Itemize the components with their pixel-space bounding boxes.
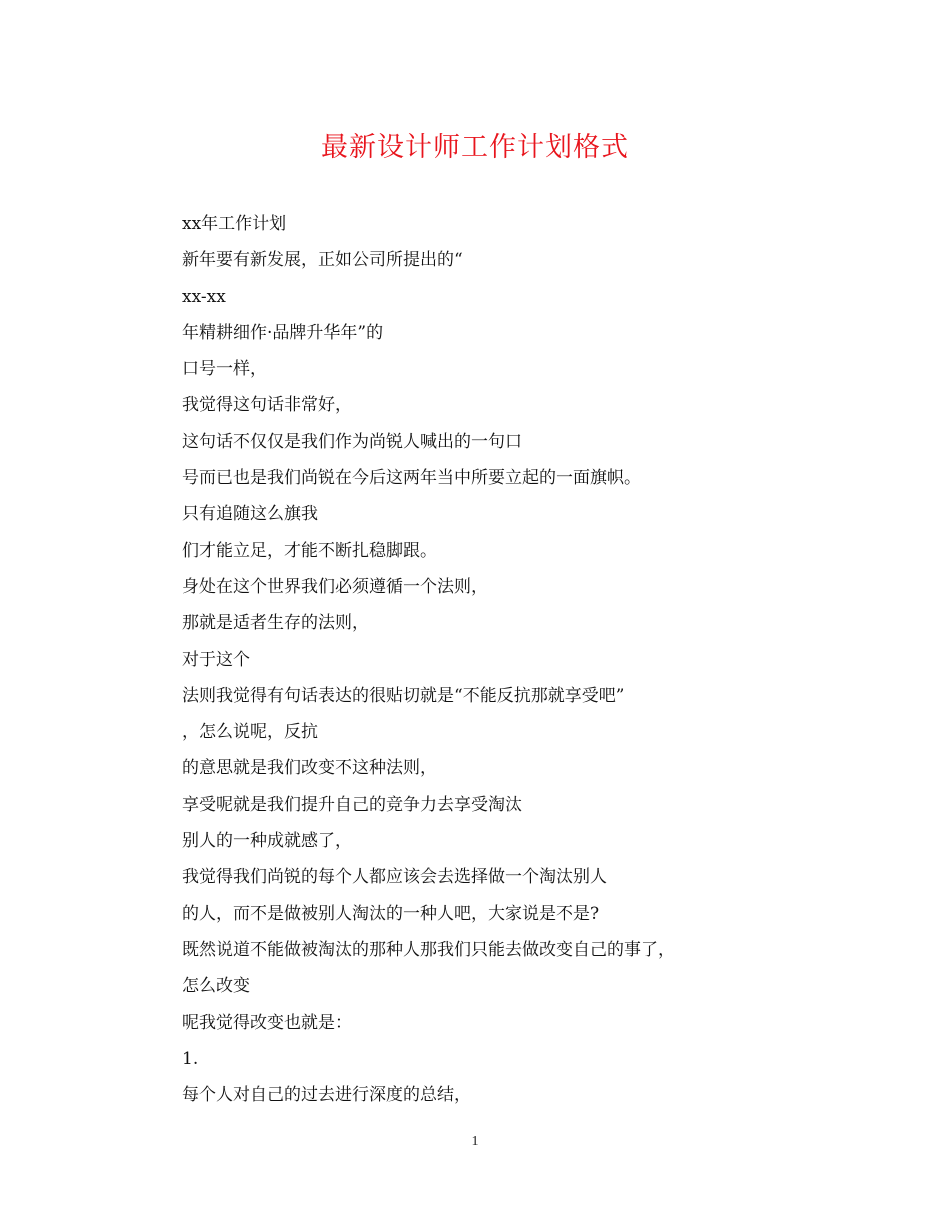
text-line: 法则我觉得有句话表达的很贴切就是“不能反抗那就享受吧” [182, 685, 625, 706]
text-line: 只有追随这么旗我 [182, 504, 318, 525]
text-line: 的意思就是我们改变不这种法则， [182, 758, 437, 779]
page-number: 1 [471, 1134, 479, 1149]
text-line: 那就是适者生存的法则， [182, 613, 369, 634]
text-line: 新年要有新发展，正如公司所提出的“ [182, 250, 463, 271]
text-line: 年精耕细作·品牌升华年”的 [182, 322, 384, 343]
text-line: 怎么改变 [182, 976, 250, 997]
text-line: 呢我觉得改变也就是： [182, 1012, 352, 1033]
text-line: 每个人对自己的过去进行深度的总结， [182, 1085, 471, 1106]
text-line: 的人，而不是做被别人淘汰的一种人吧，大家说是不是? [182, 903, 600, 924]
text-line: 身处在这个世界我们必须遵循一个法则， [182, 576, 488, 597]
text-line: 口号一样， [182, 359, 267, 380]
text-line: ，怎么说呢，反抗 [182, 722, 318, 743]
text-line: 我觉得我们尚锐的每个人都应该会去选择做一个淘汰别人 [182, 867, 607, 888]
text-line: 我觉得这句话非常好， [182, 395, 352, 416]
text-line: xx年工作计划 [182, 214, 287, 234]
text-line: 1. [182, 1048, 199, 1069]
text-line: 享受呢就是我们提升自己的竞争力去享受淘汰 [182, 794, 522, 815]
text-line: 既然说道不能做被淘汰的那种人那我们只能去做改变自己的事了， [182, 939, 675, 960]
text-line: 这句话不仅仅是我们作为尚锐人喊出的一句口 [182, 431, 522, 452]
text-line: xx-xx [182, 286, 226, 307]
text-line: 对于这个 [182, 649, 250, 670]
document-title: 最新设计师工作计划格式 [321, 132, 629, 163]
text-line: 别人的一种成就感了， [182, 831, 352, 852]
text-line: 号而已也是我们尚锐在今后这两年当中所要立起的一面旗帜。 [182, 468, 641, 489]
document-body [182, 206, 802, 1113]
text-line: 们才能立足，才能不断扎稳脚跟。 [182, 540, 437, 561]
